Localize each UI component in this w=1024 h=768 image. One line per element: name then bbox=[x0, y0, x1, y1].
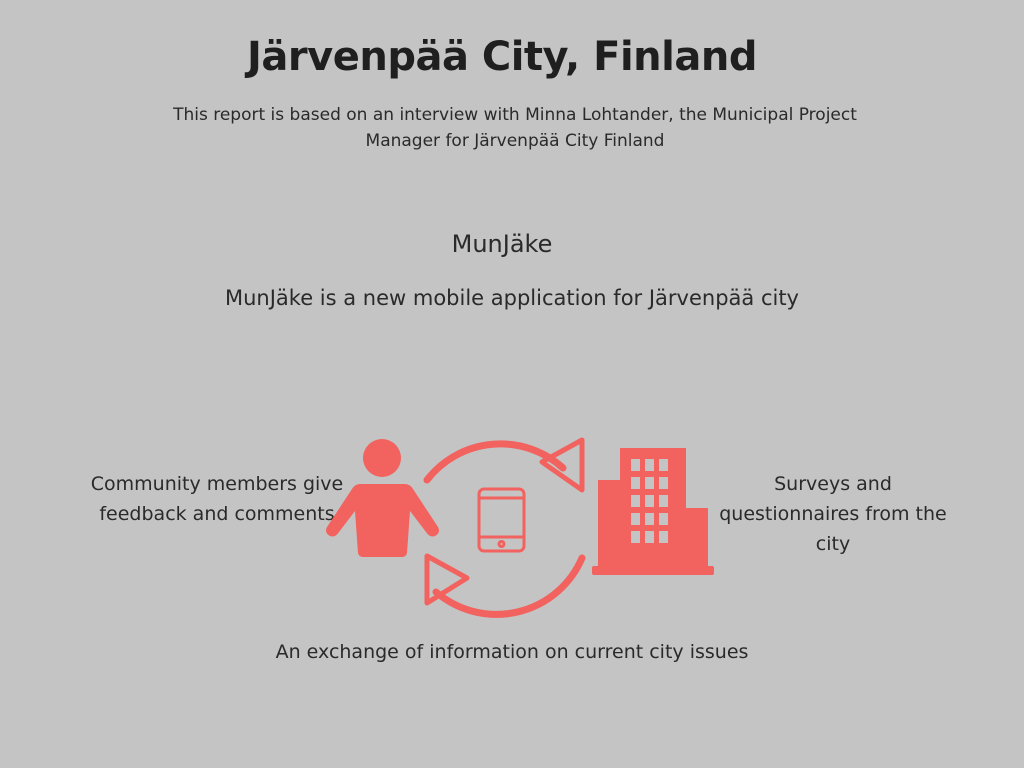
app-name: MunJäke bbox=[451, 230, 553, 258]
page-title: Järvenpää City, Finland bbox=[247, 34, 757, 80]
city-surveys-label: Surveys and questionnaires from the city bbox=[719, 473, 947, 555]
page-subtitle: This report is based on an interview with Minna Lohtander, the Municipal Project Manager for Järvenpää City Finland bbox=[173, 105, 857, 151]
person-icon bbox=[326, 439, 439, 557]
building-icon bbox=[592, 448, 714, 575]
community-feedback-label: Community members give feedback and comments bbox=[90, 473, 344, 525]
arrowhead-bottom-icon bbox=[427, 556, 467, 603]
tablet-icon bbox=[479, 489, 524, 551]
app-description: MunJäke is a new mobile application for Järvenpää city bbox=[225, 286, 799, 310]
information-exchange-label: An exchange of information on current city issues bbox=[275, 641, 749, 663]
